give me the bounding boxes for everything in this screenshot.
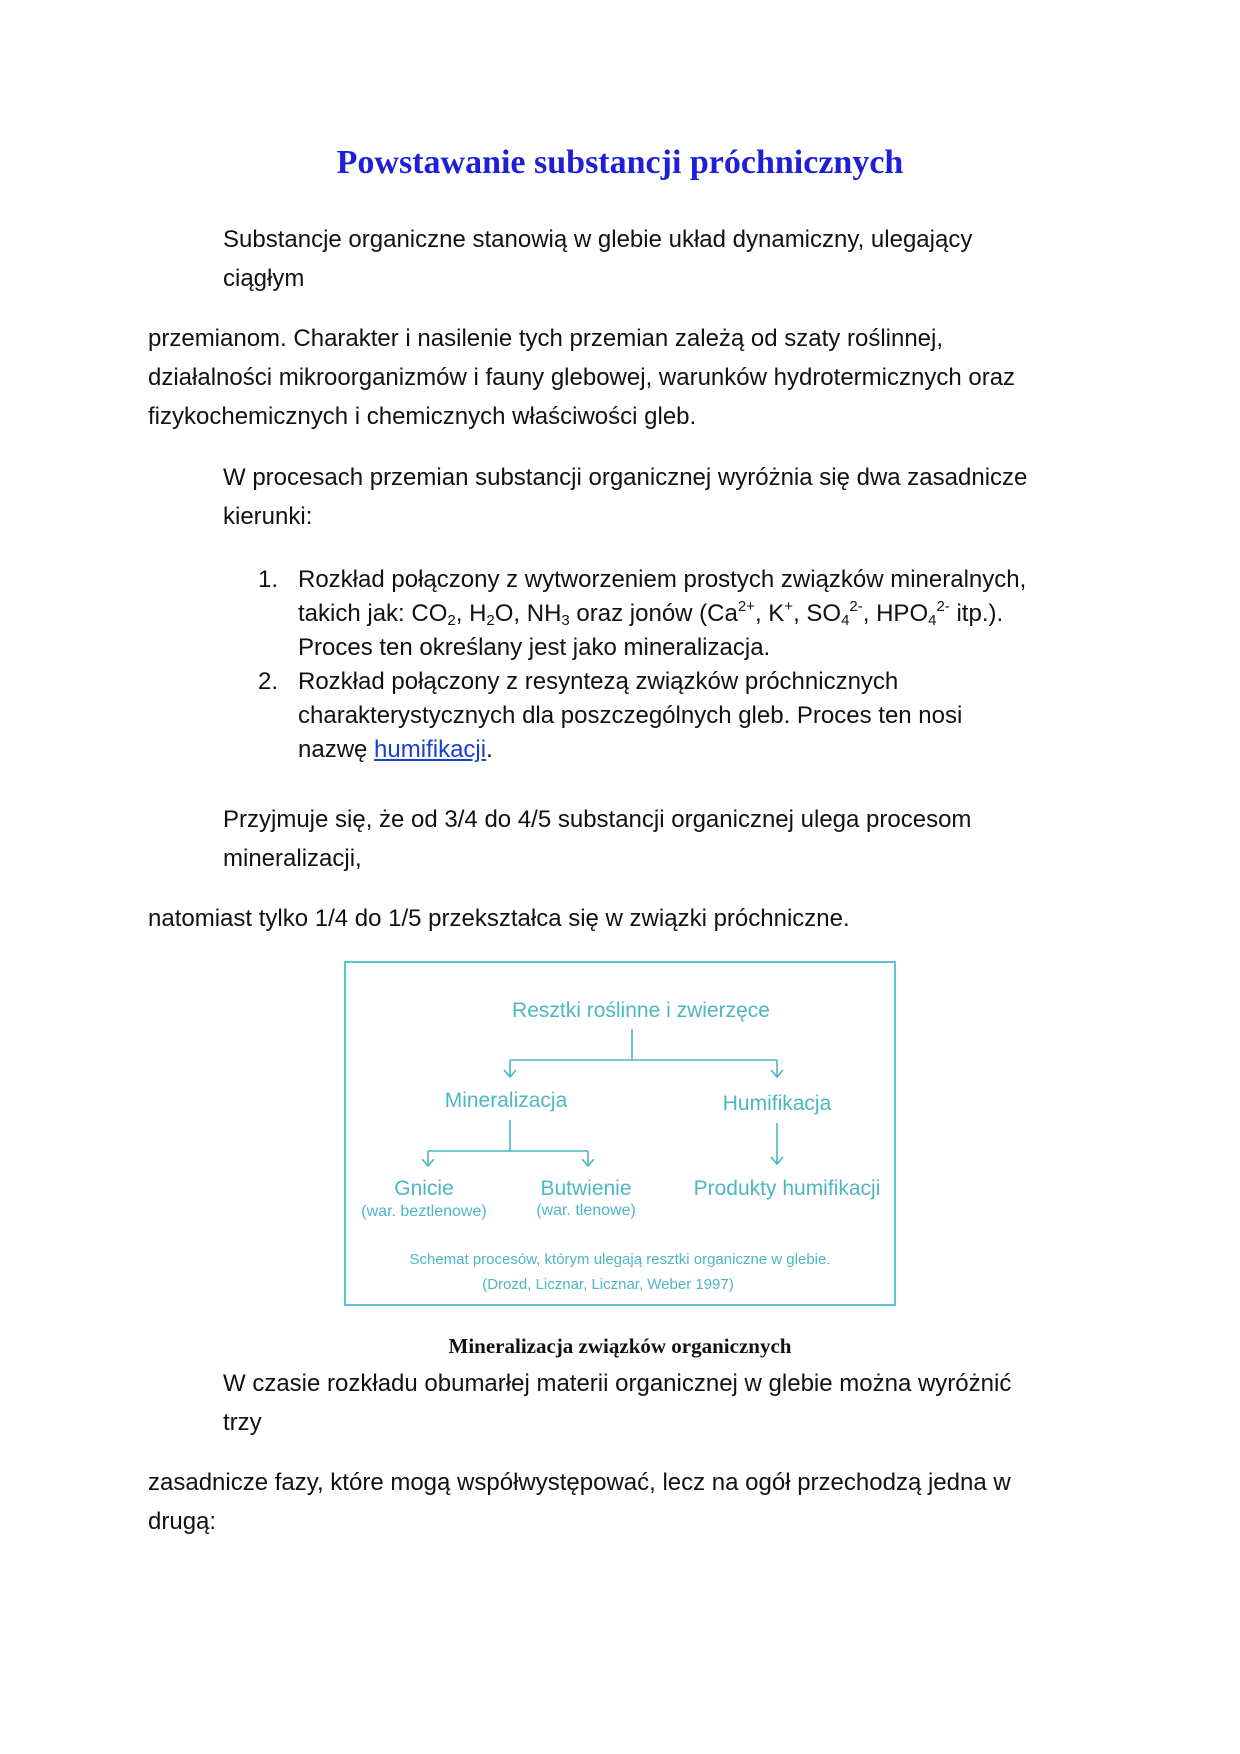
list-item xyxy=(258,563,1026,665)
process-list xyxy=(258,563,1026,767)
diagram-caption-2: (Drozd, Licznar, Licznar, Weber 1997) xyxy=(482,1276,734,1293)
diagram-mineralizacja-label: Mineralizacja xyxy=(444,1089,568,1112)
paragraph-1-line-2: ciągłym xyxy=(223,265,305,292)
list-item-1-line-3: Proces ten określany jest jako mineralizacja. xyxy=(298,634,771,661)
list-item-2-line-2: charakterystycznych dla poszczególnych gleb. Proces ten nosi xyxy=(298,702,963,729)
paragraph-3-line-1: W procesach przemian substancji organicznej wyróżnia się dwa zasadnicze xyxy=(223,464,1028,491)
humifikacji-link[interactable]: humifikacji xyxy=(374,736,487,763)
diagram-produkty-label: Produkty humifikacji xyxy=(693,1177,881,1200)
diagram-butwienie-label: Butwienie xyxy=(540,1177,632,1200)
diagram-gnicie-label: Gnicie xyxy=(394,1177,454,1200)
paragraph-1-line-1: Substancje organiczne stanowią w glebie układ dynamiczny, ulegający xyxy=(223,226,973,253)
paragraph-3-line-2: kierunki: xyxy=(223,503,313,530)
list-item-2-line-3: nazwę humifikacji. xyxy=(298,736,493,763)
diagram-svg xyxy=(346,963,898,1308)
page-title: Powstawanie substancji próchnicznych xyxy=(336,144,904,181)
paragraph-5: natomiast tylko 1/4 do 1/5 przekształca się w związki próchniczne. xyxy=(148,905,850,932)
paragraph-6-line-1: W czasie rozkładu obumarłej materii organicznej w glebie można wyróżnić xyxy=(223,1370,1012,1397)
paragraph-2-line-3: fizykochemicznych i chemicznych właściwości gleb. xyxy=(148,403,697,430)
list-number: 1. xyxy=(258,566,279,593)
paragraph-7-line-2: drugą: xyxy=(148,1508,217,1535)
list-item-1-line-1: Rozkład połączony z wytworzeniem prostych związków mineralnych, xyxy=(298,566,1027,593)
section-title: Mineralizacja związków organicznych xyxy=(448,1334,792,1358)
list-item-1-line-2: takich jak: $CO_2$, $H_2O$, $NH_3$ oraz jonów ($Ca^{2+}$, K+, $SO_4^{2-}$, $HPO_4^{2-}$ itp.). xyxy=(298,598,1004,629)
diagram-caption-1: Schemat procesów, którym ulegają resztki organiczne w glebie. xyxy=(409,1251,831,1268)
process-diagram xyxy=(344,961,896,1306)
paragraph-7-line-1: zasadnicze fazy, które mogą współwystępować, lecz na ogół przechodzą jedna w xyxy=(148,1469,1011,1496)
diagram-butwienie-note: (war. tlenowe) xyxy=(536,1202,636,1219)
list-number: 2. xyxy=(258,668,279,695)
paragraph-2-line-2: działalności mikroorganizmów i fauny glebowej, warunków hydrotermicznych oraz xyxy=(148,364,1016,391)
paragraph-2-line-1: przemianom. Charakter i nasilenie tych przemian zależą od szaty roślinnej, xyxy=(148,325,944,352)
diagram-gnicie-note: (war. beztlenowe) xyxy=(361,1203,487,1220)
diagram-humifikacja-label: Humifikacja xyxy=(722,1092,832,1115)
diagram-root-label: Resztki roślinne i zwierzęce xyxy=(512,999,770,1022)
list-item-2-line-1: Rozkład połączony z resyntezą związków próchnicznych xyxy=(298,668,899,695)
paragraph-6-line-2: trzy xyxy=(223,1409,262,1436)
list-item xyxy=(258,665,1026,767)
paragraph-4-line-1: Przyjmuje się, że od 3/4 do 4/5 substancji organicznej ulega procesom xyxy=(223,806,972,833)
paragraph-4-line-2: mineralizacji, xyxy=(223,845,362,872)
